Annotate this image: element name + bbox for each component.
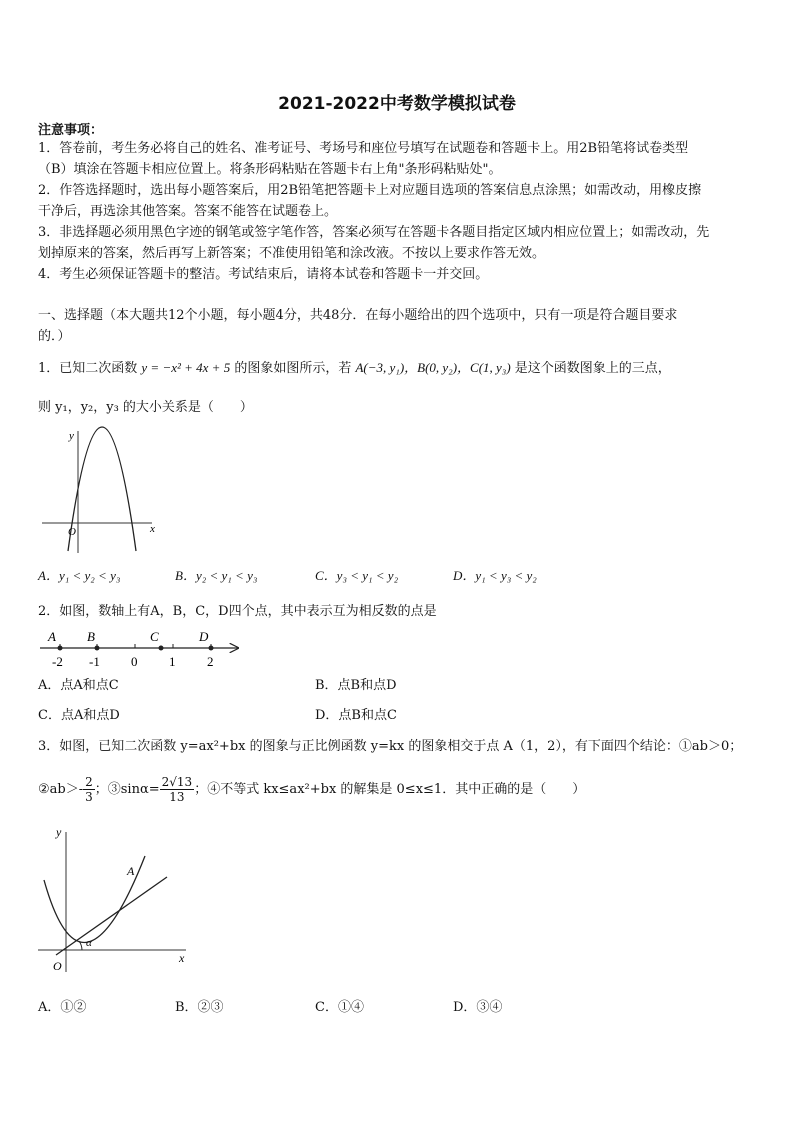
q3-statement-2: ②ab＞- bbox=[38, 782, 84, 797]
q2-option-b[interactable]: B．点B和点D bbox=[315, 678, 397, 693]
q2-tick-label: 1 bbox=[169, 654, 176, 669]
section-heading-line2: 的．） bbox=[38, 329, 71, 344]
q1-graph bbox=[40, 425, 165, 555]
q3-graph bbox=[36, 822, 186, 977]
q1-text-a: 1．已知二次函数 bbox=[38, 361, 142, 376]
notice-line: 4．考生必须保证答题卡的整洁。考试结束后，请将本试卷和答题卡一并交回。 bbox=[38, 267, 489, 282]
q1-stem-line1 bbox=[38, 358, 671, 379]
q2-tick-label: 0 bbox=[131, 654, 138, 669]
q3-option-d[interactable]: D．③④ bbox=[453, 1000, 503, 1015]
q1-x-label: x bbox=[150, 523, 155, 535]
notice-line: 干净后，再选涂其他答案。答案不能答在试题卷上。 bbox=[38, 204, 338, 219]
q3-fraction-sin: $\frac{2√13}{13}$ bbox=[161, 775, 193, 804]
q2-label-b: B bbox=[87, 629, 95, 644]
q2-label-c: C bbox=[150, 629, 159, 644]
q3-stem-line1: 3．如图，已知二次函数 y=ax²+bx 的图象与正比例函数 y=kx 的图象相交于点 A（1，2），有下面四个结论：①ab＞0； bbox=[38, 739, 743, 754]
q3-x-label: x bbox=[179, 951, 185, 965]
notice-line: 2．作答选择题时，选出每小题答案后，用2B铅笔把答题卡上对应题目选项的答案信息点涂黑；如需改动，用橡皮擦 bbox=[38, 183, 702, 198]
q3-fraction-2-3: $\frac{2}{3}$ bbox=[85, 775, 93, 804]
q1-text-c: 是这个函数图象上的三点， bbox=[510, 361, 671, 376]
q1-text-b: 的图象如图所示，若 bbox=[230, 361, 356, 376]
q2-option-a[interactable]: A．点A和点C bbox=[38, 678, 119, 693]
q1-option-d[interactable]: D．y₁ < y₃ < y₂ bbox=[453, 568, 537, 583]
q3-statement-4: ；④不等式 kx≤ax²+bx 的解集是 0≤x≤1．其中正确的是（ ） bbox=[194, 782, 586, 797]
q3-statement-3: ；③sinα= bbox=[94, 782, 160, 797]
notice-heading: 注意事项： bbox=[38, 123, 104, 138]
q3-point-a-label: A bbox=[127, 864, 135, 878]
q3-option-b[interactable]: B．②③ bbox=[175, 1000, 224, 1015]
q3-stem-line2 bbox=[38, 773, 585, 807]
section-heading-line1: 一、选择题（本大题共12个小题，每小题4分，共48分．在每小题给出的四个选项中，只有一项是符合题目要求 bbox=[38, 308, 678, 323]
q1-option-a[interactable]: A．y₁ < y₂ < y₃ bbox=[38, 568, 121, 583]
q3-option-c[interactable]: C．①④ bbox=[315, 1000, 364, 1015]
q1-option-c[interactable]: C．y₃ < y₁ < y₂ bbox=[315, 568, 399, 583]
q1-points: A(−3, y₁)，B(0, y₂)，C(1, y₃) bbox=[355, 360, 511, 375]
q2-point-b bbox=[95, 646, 100, 651]
q3-alpha-label: α bbox=[86, 937, 92, 949]
notice-line: 划掉原来的答案，然后再写上新答案；不准使用铅笔和涂改液。不按以上要求作答无效。 bbox=[38, 246, 546, 261]
q2-point-c bbox=[159, 646, 164, 651]
q1-option-b[interactable]: B．y₂ < y₁ < y₃ bbox=[175, 568, 258, 583]
notice-line: 1．答卷前，考生务必将自己的姓名、准考证号、考场号和座位号填写在试题卷和答题卡上。用2B铅笔将试卷类型 bbox=[38, 141, 689, 156]
q2-option-c[interactable]: C．点A和点D bbox=[38, 708, 120, 723]
q2-option-d[interactable]: D．点B和点C bbox=[315, 708, 397, 723]
q3-origin-label: O bbox=[53, 959, 62, 973]
q1-formula: y = −x² + 4x + 5 bbox=[141, 360, 231, 375]
q2-stem: 2．如图，数轴上有A，B，C，D四个点，其中表示互为相反数的点是 bbox=[38, 604, 437, 619]
notice-line: 3．非选择题必须用黑色字迹的钢笔或签字笔作答，答案必须写在答题卡各题目指定区域内相应位置上；如需改动，先 bbox=[38, 225, 710, 240]
q1-origin-label: O bbox=[68, 526, 76, 538]
exam-title: 2021-2022中考数学模拟试卷 bbox=[278, 94, 516, 114]
q3-y-label: y bbox=[56, 825, 62, 839]
q2-point-d bbox=[209, 646, 214, 651]
q3-line-ykx bbox=[56, 877, 167, 955]
q2-tick-label: -1 bbox=[89, 654, 100, 669]
q1-stem-line2: 则 y₁，y₂，y₃ 的大小关系是（ ） bbox=[38, 400, 253, 415]
q3-option-a[interactable]: A．①② bbox=[38, 1000, 87, 1015]
notice-line: （B）填涂在答题卡相应位置上。将条形码粘贴在答题卡右上角"条形码粘贴处"。 bbox=[38, 162, 502, 177]
q1-y-label: y bbox=[69, 430, 74, 442]
q2-label-a: A bbox=[48, 629, 56, 644]
q2-point-a bbox=[58, 646, 63, 651]
q2-tick-label: 2 bbox=[207, 654, 214, 669]
q2-number-line bbox=[38, 624, 248, 672]
q2-tick-label: -2 bbox=[52, 654, 63, 669]
q2-label-d: D bbox=[199, 629, 209, 644]
